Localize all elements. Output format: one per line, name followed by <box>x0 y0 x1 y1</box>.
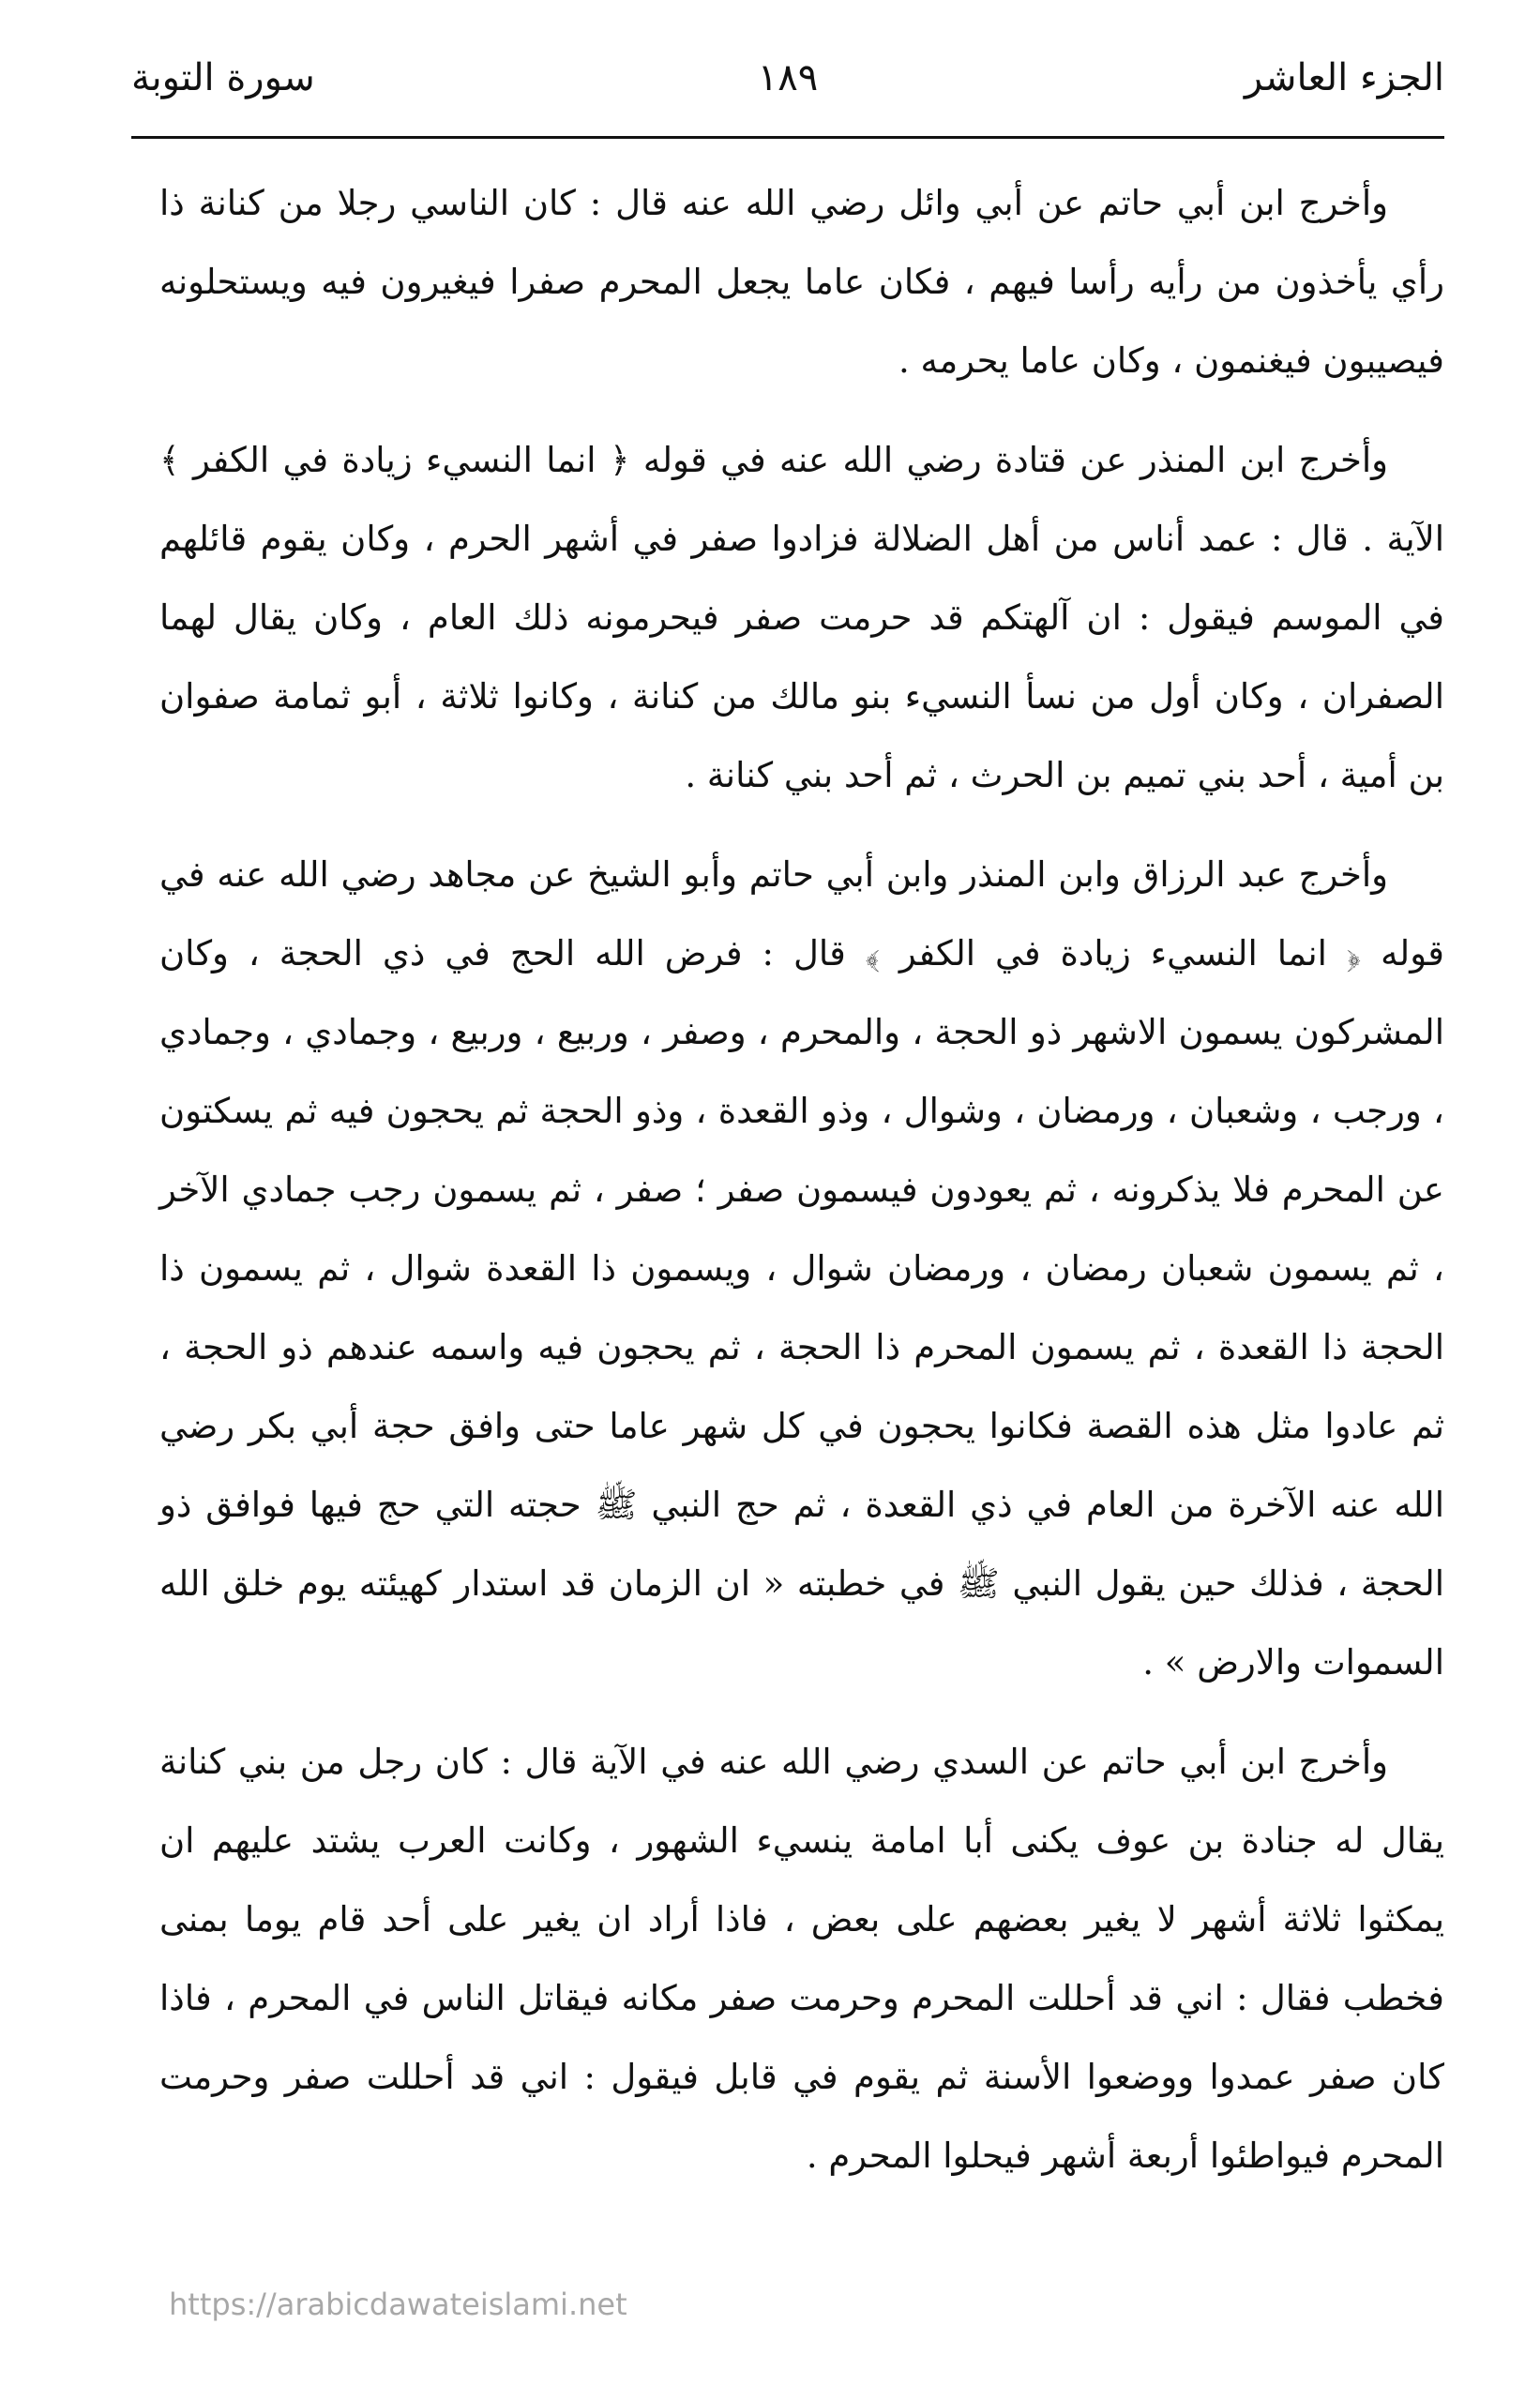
part-title: الجزء العاشر <box>1244 56 1444 99</box>
paragraph-2: وأخرج ابن المنذر عن قتادة رضي الله عنه في قوله ﴿ انما النسيء زيادة في الكفر ﴾ الآية . قال : عمد أناس من أهل الضلالة فزادوا صفر في أشهر الحرم ، وكان يقوم قائلهم في الموسم فيقول : ان آلهتكم قد حرمت صفر فيحرمونه ذلك العام ، وكان يقال لهما الصفران ، وكان أول من نسأ النسيء بنو مالك من كنانة ، وكانوا ثلاثة ، أبو ثمامة صفوان بن أمية ، أحد بني تميم بن الحرث ، ثم أحد بني كنانة . <box>159 440 1444 795</box>
page-number: ١٨٩ <box>757 56 819 99</box>
page-header <box>131 52 1444 127</box>
surah-title: سورة التوبة <box>131 56 315 99</box>
paragraph-1: وأخرج ابن أبي حاتم عن أبي وائل رضي الله عنه قال : كان الناسي رجلا من كنانة ذا رأي يأخذون من رأيه رأسا فيهم ، فكان عاما يجعل المحرم صفرا فيغيرون فيه ويستحلونه فيصيبون فيغنمون ، وكان عاما يحرمه . <box>159 183 1444 381</box>
paragraph-3: وأخرج عبد الرزاق وابن المنذر وابن أبي حاتم وأبو الشيخ عن مجاهد رضي الله عنه في قوله ﴿ انما النسيء زيادة في الكفر ﴾ قال : فرض الله الحج في ذي الحجة ، وكان المشركون يسمون الاشهر ذو الحجة ، والمحرم ، وصفر ، وربيع ، وربيع ، وجمادي ، وجمادي ، ورجب ، وشعبان ، ورمضان ، وشوال ، وذو القعدة ، وذو الحجة ثم يحجون فيه ثم يسكتون عن المحرم فلا يذكرونه ، ثم يعودون فيسمون صفر ؛ صفر ، ثم يسمون رجب جمادي الآخر ، ثم يسمون شعبان رمضان ، ورمضان شوال ، ويسمون ذا القعدة شوال ، ثم يسمون ذا الحجة ذا القعدة ، ثم يسمون المحرم ذا الحجة ، ثم يحجون فيه واسمه عندهم ذو الحجة ، ثم عادوا مثل هذه القصة فكانوا يحجون في كل شهر عاما حتى وافق حجة أبي بكر رضي الله عنه الآخرة من العام في ذي القعدة ، ثم حج النبي ﷺ حجته التي حج فيها فوافق ذو الحجة ، فذلك حين يقول النبي ﷺ في خطبته « ان الزمان قد استدار كهيئته يوم خلق الله السموات والارض » . <box>159 854 1444 1683</box>
watermark-url: https://arabicdawateislami.net <box>169 2287 627 2322</box>
paragraph-4: وأخرج ابن أبي حاتم عن السدي رضي الله عنه في الآية قال : كان رجل من بني كنانة يقال له جنادة بن عوف يكنى أبا امامة ينسيء الشهور ، وكانت العرب يشتد عليهم ان يمكثوا ثلاثة أشهر لا يغير بعضهم على بعض ، فاذا أراد ان يغير على أحد قام يوما بمنى فخطب فقال : اني قد أحللت المحرم وحرمت صفر مكانه فيقاتل الناس في المحرم ، فاذا كان صفر عمدوا ووضعوا الأسنة ثم يقوم في قابل فيقول : اني قد أحللت صفر وحرمت المحرم فيواطئوا أربعة أشهر فيحلوا المحرم . <box>159 1742 1444 2176</box>
header-rule <box>131 136 1444 139</box>
page-body <box>159 164 1444 2216</box>
